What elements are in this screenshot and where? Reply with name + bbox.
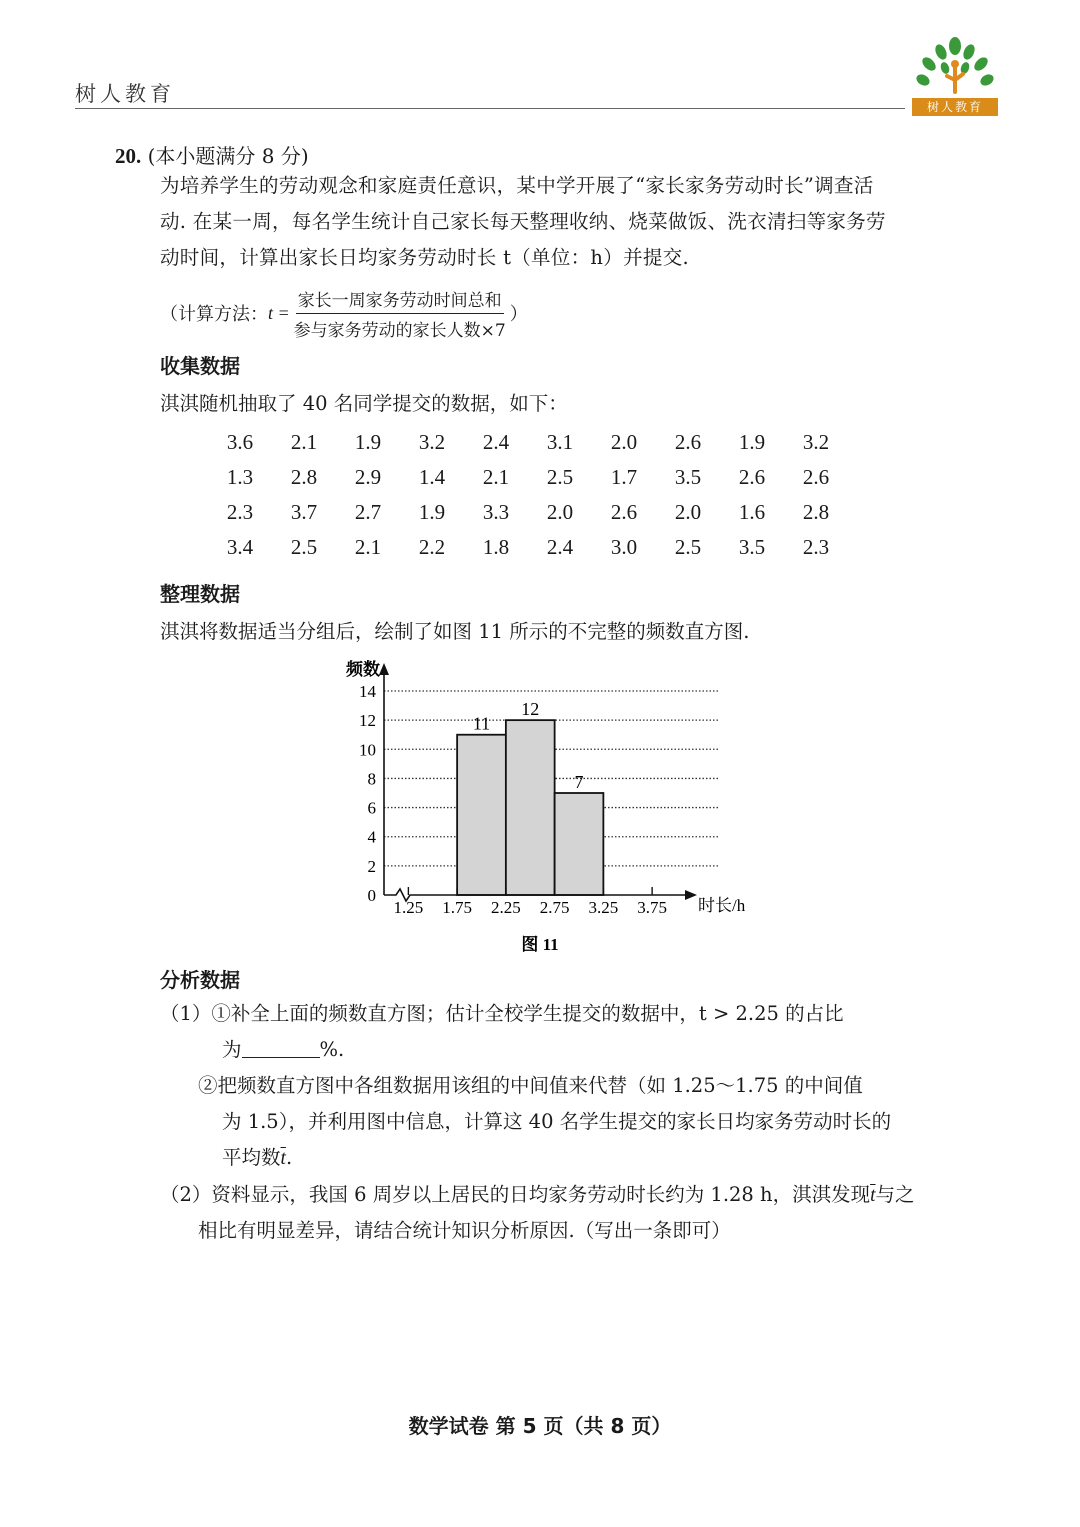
collect-text: 淇淇随机抽取了 40 名同学提交的数据，如下： bbox=[160, 392, 568, 415]
data-cell: 1.3 bbox=[226, 465, 254, 489]
bar-value-label: 7 bbox=[574, 772, 584, 792]
data-row bbox=[208, 460, 848, 495]
x-axis-arrow-icon bbox=[685, 890, 697, 900]
data-cell: 2.2 bbox=[418, 535, 446, 559]
formula-suffix: ） bbox=[509, 304, 528, 325]
data-cell: 1.9 bbox=[418, 500, 446, 524]
intro-line-1: 为培养学生的劳动观念和家庭责任意识，某中学开展了“家长家务劳动时长”调查活 bbox=[160, 174, 874, 197]
page-footer: 数学试卷 第 5 页（共 8 页） bbox=[408, 1414, 672, 1438]
data-cell: 2.1 bbox=[290, 430, 318, 454]
q1-2-line-1: ②把频数直方图中各组数据用该组的中间值来代替（如 1.25～1.75 的中间值 bbox=[198, 1074, 863, 1097]
data-cell: 3.5 bbox=[738, 535, 766, 559]
data-row bbox=[208, 425, 848, 460]
y-tick-label: 10 bbox=[359, 740, 376, 760]
header-brand: 树人教育 bbox=[75, 82, 175, 106]
data-cell: 2.5 bbox=[674, 535, 702, 559]
formula-numerator: 家长一周家务劳动时间总和 bbox=[296, 286, 504, 314]
histogram-bars bbox=[457, 699, 603, 895]
data-cell: 2.5 bbox=[290, 535, 318, 559]
mean-symbol: $\overline{t}$ bbox=[280, 1148, 286, 1169]
logo-text: 树人教育 bbox=[912, 98, 998, 116]
y-tick-label: 8 bbox=[367, 769, 376, 789]
q1-prefix: 为 bbox=[222, 1038, 242, 1061]
data-cell: 3.6 bbox=[226, 430, 254, 454]
data-cell: 2.5 bbox=[546, 465, 574, 489]
y-axis-arrow-icon bbox=[379, 663, 389, 675]
data-cell: 2.6 bbox=[610, 500, 638, 524]
collect-heading: 收集数据 bbox=[160, 354, 240, 378]
data-cell: 3.4 bbox=[226, 535, 254, 559]
x-tick-label: 3.25 bbox=[588, 898, 619, 917]
data-cell: 2.6 bbox=[674, 430, 702, 454]
histogram-bar bbox=[555, 793, 604, 895]
data-cell: 3.2 bbox=[418, 430, 446, 454]
question-header bbox=[115, 140, 309, 169]
histogram-bar bbox=[506, 720, 555, 895]
data-cell: 2.6 bbox=[738, 465, 766, 489]
frequency-histogram bbox=[340, 655, 780, 955]
data-cell: 2.4 bbox=[482, 430, 510, 454]
analyze-heading: 分析数据 bbox=[160, 968, 240, 992]
data-cell: 2.0 bbox=[610, 430, 638, 454]
x-axis-label: 时长/h bbox=[698, 896, 746, 915]
organize-text: 淇淇将数据适当分组后，绘制了如图 11 所示的不完整的频数直方图. bbox=[160, 620, 750, 643]
x-tick-label: 2.25 bbox=[491, 898, 521, 917]
y-tick-label: 12 bbox=[359, 711, 376, 731]
data-cell: 2.7 bbox=[354, 500, 382, 524]
q2-line-2: 相比有明显差异，请结合统计知识分析原因.（写出一条即可） bbox=[198, 1219, 731, 1242]
y-tick-label: 4 bbox=[367, 827, 376, 847]
data-cell: 1.9 bbox=[738, 430, 766, 454]
q2-prefix: （2）资料显示，我国 6 周岁以上居民的日均家务劳动时长约为 1.28 h，淇淇发现 bbox=[160, 1183, 871, 1206]
data-cell: 2.9 bbox=[354, 465, 382, 489]
q1-2-line-3 bbox=[222, 1140, 292, 1177]
data-cell: 1.9 bbox=[354, 430, 382, 454]
data-cell: 1.7 bbox=[610, 465, 638, 489]
figure-caption: 图 11 bbox=[521, 935, 559, 954]
formula-variable: t = bbox=[268, 302, 290, 323]
data-row bbox=[208, 530, 848, 565]
data-cell: 1.6 bbox=[738, 500, 766, 524]
intro-line-2: 动. 在某一周，每名学生统计自己家长每天整理收纳、烧菜做饭、洗衣清扫等家务劳 bbox=[160, 210, 886, 233]
y-tick-label: 6 bbox=[367, 798, 376, 818]
data-cell: 1.8 bbox=[482, 535, 510, 559]
q2-line-1 bbox=[160, 1177, 940, 1214]
data-cell: 3.2 bbox=[802, 430, 830, 454]
data-cell: 2.1 bbox=[354, 535, 382, 559]
formula-prefix: （计算方法： bbox=[160, 304, 268, 325]
data-cell: 3.7 bbox=[290, 500, 318, 524]
x-tick-label: 3.75 bbox=[637, 898, 667, 917]
formula-fraction bbox=[294, 286, 506, 341]
answer-blank[interactable] bbox=[242, 1035, 320, 1058]
data-grid bbox=[208, 425, 848, 565]
data-cell: 2.3 bbox=[226, 500, 254, 524]
y-axis-label: 频数 bbox=[346, 660, 380, 679]
data-cell: 2.3 bbox=[802, 535, 830, 559]
x-tick-label: 1.25 bbox=[393, 898, 424, 917]
data-cell: 2.8 bbox=[290, 465, 318, 489]
question-score: (本小题满分 8 分) bbox=[147, 144, 309, 168]
data-cell: 3.3 bbox=[482, 500, 510, 524]
data-cell: 3.0 bbox=[610, 535, 638, 559]
histogram-bar bbox=[457, 735, 506, 895]
q1-suffix: %. bbox=[319, 1038, 345, 1061]
data-cell: 2.8 bbox=[802, 500, 830, 524]
data-row bbox=[208, 495, 848, 530]
formula bbox=[160, 287, 528, 339]
y-tick-label: 2 bbox=[367, 856, 376, 876]
data-cell: 2.6 bbox=[802, 465, 830, 489]
data-cell: 2.0 bbox=[546, 500, 574, 524]
y-tick-label: 0 bbox=[367, 886, 376, 905]
q1-line-2 bbox=[222, 1032, 344, 1068]
q1-2-suffix: . bbox=[285, 1146, 293, 1169]
bar-value-label: 11 bbox=[472, 713, 491, 734]
bar-value-label: 12 bbox=[521, 699, 540, 720]
q1-2-prefix: 平均数 bbox=[222, 1146, 281, 1169]
data-cell: 3.5 bbox=[674, 465, 702, 489]
y-tick-label: 14 bbox=[359, 682, 376, 701]
mean-symbol: $\overline{t}$ bbox=[870, 1185, 876, 1206]
x-tick-label: 1.75 bbox=[442, 898, 472, 917]
header-rule bbox=[75, 108, 905, 109]
q2-suffix: 与之 bbox=[875, 1183, 915, 1206]
formula-denominator: 参与家务劳动的家长人数×7 bbox=[293, 320, 506, 341]
q1-2-line-2: 为 1.5），并利用图中信息，计算这 40 名学生提交的家长日均家务劳动时长的 bbox=[222, 1110, 892, 1133]
data-cell: 2.0 bbox=[674, 500, 702, 524]
data-cell: 2.1 bbox=[482, 465, 510, 489]
question-number: 20. bbox=[115, 144, 142, 168]
data-cell: 1.4 bbox=[418, 465, 446, 489]
q1-line-1: （1）①补全上面的频数直方图；估计全校学生提交的数据中，t > 2.25 的占比 bbox=[160, 1002, 844, 1025]
data-cell: 3.1 bbox=[546, 430, 574, 454]
x-tick-label: 2.75 bbox=[539, 898, 570, 917]
intro-line-3: 动时间，计算出家长日均家务劳动时长 t（单位：h）并提交. bbox=[160, 246, 689, 269]
organize-heading: 整理数据 bbox=[160, 582, 240, 606]
data-cell: 2.4 bbox=[546, 535, 574, 559]
